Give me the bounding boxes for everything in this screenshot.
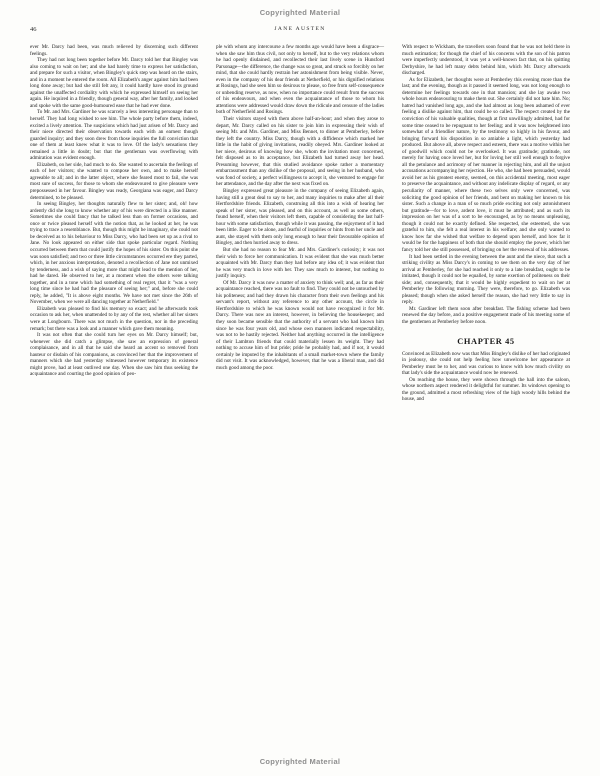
paragraph: In seeing Bingley, her thoughts naturally flew to her sister; and, oh! how ardently did she long to know whether any of his were directed in a like manner. Sometimes she could fancy that he talked less than on former occasions, and once or twice pleased herself with the notion that, as he looked at her, he was trying to trace a resemblance. But, though this might be imaginary, she could not be deceived as to his behaviour to Miss Darcy, who had been set up as a rival to Jane. No look appeared on either side that spoke particular regard. Nothing occurred between them that could justify the hopes of his sister. On this point she was soon satisfied; and two or three little circumstances occurred ere they parted, which, in her anxious interpretation, denoted a recollection of Jane not unmixed by tenderness, and a wish of saying more that might lead to the mention of her, had he dared. He observed to her, at a moment when the others were talking together, and in a tone which had something of real regret, that it "was a very long time since he had had the pleasure of seeing her;" and, before she could reply, he added, "It is above eight months. We have not met since the 26th of November, when we were all dancing together at Netherfield." [30,201,198,306]
paragraph: Their visitors stayed with them above half-an-hour; and when they arose to depart, Mr. Darcy called on his sister to join him in expressing their wish of seeing Mr. and Mrs. Gardiner, and Miss Bennet, to dinner at Pemberley, before they left the country. Miss Darcy, though with a diffidence which marked her little in the habit of giving invitations, readily obeyed. Mrs. Gardiner looked at her niece, desirous of knowing how she, whom the invitation most concerned, felt disposed as to its acceptance, but Elizabeth had turned away her head. Presuming however, that this studied avoidance spoke rather a momentary embarrassment than any dislike of the proposal, and seeing in her husband, who was fond of society, a perfect willingness to accept it, she ventured to engage for her attendance, and the day after the next was fixed on. [216,116,384,188]
paragraph: Bingley expressed great pleasure in the company of seeing Elizabeth again, having still a great deal to say to her, and many inquiries to make after all their Hertfordshire friends. Elizabeth, construing all this into a wish of hearing her speak of her sister, was pleased, and on this account, as well as some others, found herself, when their visitors left them, capable of considering the last half-hour with some satisfaction, though while it was passing, the enjoyment of it had been little. Eager to be alone, and fearful of inquiries or hints from her uncle and aunt, she stayed with them only long enough to hear their favourable opinion of Bingley, and then hurried away to dress. [216,188,384,247]
page-number: 46 [30,26,37,33]
watermark-bottom-text: Copyrighted Material [259,757,341,766]
chapter-heading: CHAPTER 45 [457,336,515,346]
paragraph: Of Mr. Darcy it was now a matter of anxiety to think well; and, as far as their acquaintance reached, there was no fault to find. They could not be untouched by his politeness; and had they drawn his character from their own feelings and his servant's report, without any reference to any other account, the circle in Hertfordshire to which he was known would not have recognized it for Mr. Darcy. There was now an interest, however, in believing the housekeeper; and they soon became sensible that the authority of a servant who had known him since he was four years old, and whose own manners indicated respectability, was not to be hastily rejected. Neither had anything occurred in the intelligence of their Lambton friends that could materially lessen its weight. They had nothing to accuse him of but pride; pride he probably had, and if not, it would certainly be imputed by the inhabitants of a small market-town where the family did not visit. It was acknowledged, however, that he was a liberal man, and did much good among the poor. [216,279,384,371]
paragraph: On reaching the house, they were shown through the hall into the saloon, whose northern aspect rendered it delightful for summer. Its windows opening to the ground, admitted a most refreshing view of the high woody hills behind the house, and [402,376,570,403]
paragraph: ever Mr. Darcy had been, was much relieved by discerning such different feelings. [30,44,198,57]
column-left [30,44,198,752]
running-head [0,26,600,40]
watermark-top [0,8,600,17]
paragraph: It was not often that she could turn her eyes on Mr. Darcy himself; but, whenever she did catch a glimpse, she saw an expression of general complaisance, and in all that he said she heard an accent so removed from hauteur or disdain of his companions, as convinced her that the improvement of manners which she had yesterday witnessed however temporary its existence might prove, had at least outlived one day. When she saw him thus seeking the acquaintance and courting the good opinion of peo- [30,332,198,378]
paragraph: ple with whom any intercourse a few months ago would have been a disgrace—when she saw him thus civil, not only to herself, but to the very relations whom he had openly disdained, and recollected their last lively scene in Hunsford Parsonage—the difference, the change was so great, and struck so forcibly on her mind, that she could hardly restrain her astonishment from being visible. Never, even in the company of his dear friends at Netherfield, or his dignified relations at Rosings, had she seen him so desirous to please, so free from self-consequence or unbending reserve, as now, when no importance could result from the success of his endeavours, and when even the acquaintance of those to whom his attentions were addressed would draw down the ridicule and censure of the ladies both of Netherfield and Rosings. [216,44,384,116]
paragraph: As for Elizabeth, her thoughts were at Pemberley this evening more than the last; and the evening, though as it passed it seemed long, was not long enough to determine her feelings towards one in that mansion; and she lay awake two whole hours endeavouring to make them out. She certainly did not hate him. No; hatred had vanished long ago, and she had almost as long been ashamed of ever feeling a dislike against him, that could be so called. The respect created by the conviction of his valuable qualities, though at first unwillingly admitted, had for some time ceased to be repugnant to her feeling; and it was now heightened into somewhat of a friendlier nature, by the testimony so highly in his favour, and bringing forward his disposition in so amiable a light, which yesterday had produced. But above all, above respect and esteem, there was a motive within her of goodwill which could not be overlooked. It was gratitude; gratitude, not merely for having once loved her, but for loving her still well enough to forgive all the petulance and acrimony of her manner in rejecting him, and all the unjust accusations accompanying her rejection. He who, she had been persuaded, would avoid her as his greatest enemy, seemed, on this accidental meeting, most eager to preserve the acquaintance, and without any indelicate display of regard, or any peculiarity of manner, where these two selves only were concerned, was soliciting the good opinion of her friends, and bent on making her known to his sister. Such a change in a man of so much pride exciting not only astonishment but gratitude—for to love, ardent love, it must be attributed; and as such its impression on her was of a sort to be encouraged, as by no means unpleasing, though it could not be exactly defined. She respected, she esteemed, she was grateful to him, she felt a real interest in his welfare; and she only wanted to know how far she wished that welfare to depend upon herself, and how far it would be for the happiness of both that she should employ the power, which her fancy told her she still possessed, of bringing on her the renewal of his addresses. [402,76,570,253]
paragraph: It had been settled in the evening between the aunt and the niece, that such a striking civility as Miss Darcy's in coming to see them on the very day of her arrival at Pemberley, for she had reached it only to a late breakfast, ought to be imitated, though it could not be equalled, by some exertion of politeness on their side; and, consequently, that it would be highly expedient to wait on her at Pemberley the following morning. They were, therefore, to go. Elizabeth was pleased; though when she asked herself the reason, she had very little to say in reply. [402,253,570,306]
paragraph: Elizabeth was pleased to find his memory so exact; and he afterwards took occasion to ask her, when unattended to by any of the rest, whether all her sisters were at Longbourn. There was not much in the question, nor in the preceding remark; but there was a look and a manner which gave them meaning. [30,305,198,332]
column-right [402,44,570,752]
paragraph: They had not long been together before Mr. Darcy told her that Bingley was also coming to wait on her; and she had barely time to express her satisfaction, and prepare for such a visitor, when Bingley's quick step was heard on the stairs, and in a moment he entered the room. All Elizabeth's anger against him had been long done away; but had she still felt any, it could hardly have stood its ground against the unaffected cordiality with which he expressed himself on seeing her again. He inquired in a friendly, though general way, after her family, and looked and spoke with the same good-humoured ease that he had ever done. [30,57,198,109]
text-columns [30,44,570,752]
paragraph: Elizabeth, on her side, had much to do. She wanted to ascertain the feelings of each of her visitors; she wanted to compose her own, and to make herself agreeable to all; and in the latter object, where she feared most to fail, she was most sure of success, for those to whom she endeavoured to give pleasure were prepossessed in her favour. Bingley was ready, Georgiana was eager, and Darcy determined, to be pleased. [30,161,198,201]
paragraph: To Mr. and Mrs. Gardiner he was scarcely a less interesting personage than to herself. They had long wished to see him. The whole party before them, indeed, excited a lively attention. The suspicions which had just arisen of Mr. Darcy and their niece directed their observation towards each with an earnest though guarded inquiry; and they soon drew from those inquiries the full conviction that one of them at least knew what it was to love. Of the lady's sensations they remained a little in doubt; but that the gentleman was overflowing with admiration was evident enough. [30,109,198,162]
watermark-bottom [0,757,600,766]
paragraph: With respect to Wickham, the travellers soon found that he was not held there in much estimation; for though the chief of his concerns with the son of his patron were imperfectly understood, it was yet a well-known fact that, on his quitting Derbyshire, he had left many debts behind him, which Mr. Darcy afterwards discharged. [402,44,570,77]
column-middle [216,44,384,752]
watermark-top-text: Copyrighted Material [259,8,341,17]
paragraph: Mr. Gardiner left them soon after breakfast. The fishing scheme had been renewed the day before, and a positive engagement made of his meeting some of the gentlemen at Pemberley before noon. [402,305,570,325]
book-title: JANE AUSTEN [274,26,326,32]
spacer [402,326,570,330]
paragraph: But she had no reason to fear Mr. and Mrs. Gardiner's curiosity; it was not their wish to force her communication. It was evident that she was much better acquainted with Mr. Darcy than they had before any idea of; it was evident that he was very much in love with her. They saw much to interest, but nothing to justify inquiry. [216,246,384,280]
paragraph: Convinced as Elizabeth now was that Miss Bingley's dislike of her had originated in jealousy, she could not help feeling how unwelcome her appearance at Pemberley must be to her, and was curious to know with how much civility on that lady's side the acquaintance would now be renewed. [402,350,570,377]
